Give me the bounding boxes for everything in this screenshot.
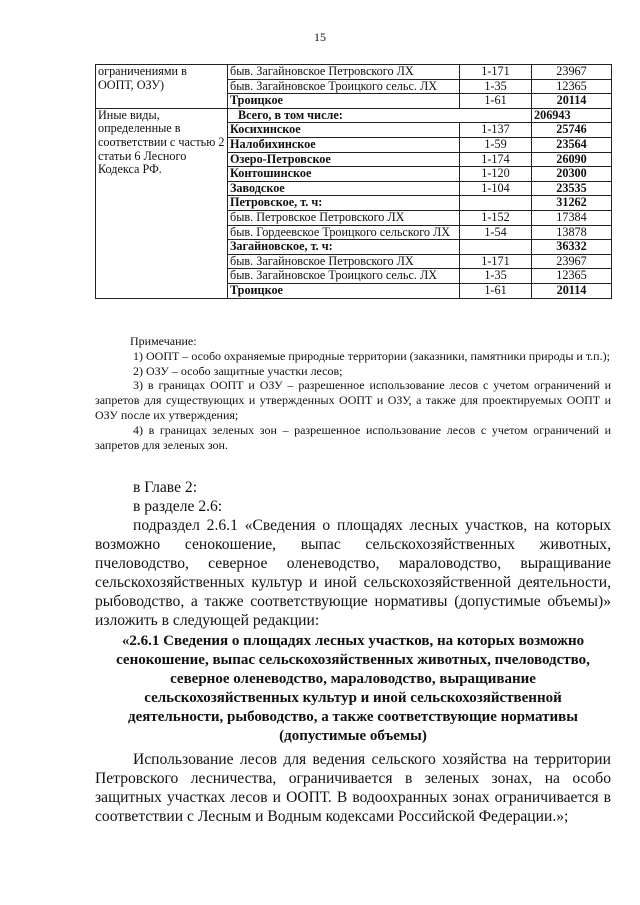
note-item: 3) в границах ООПТ и ОЗУ – разрешенное использование лесов с учетом ограничений и запретов для существующих и утвержденных ООПТ и ОЗУ, а также для проектируемых ООПТ и ОЗУ после их утверждения; (95, 378, 611, 422)
section-line: в разделе 2.6: (133, 498, 223, 515)
forestry-name-cell: быв. Гордеевское Троицкого сельского ЛХ (228, 225, 460, 240)
quarters-cell: 1-59 (460, 137, 532, 152)
area-cell: 13878 (532, 225, 612, 240)
area-cell: 26090 (532, 152, 612, 167)
area-cell: 12365 (532, 79, 612, 94)
quarters-cell: 1-174 (460, 152, 532, 167)
area-cell: 23967 (532, 254, 612, 269)
forestry-name-cell: быв. Загайновское Петровского ЛХ (228, 254, 460, 269)
area-cell: 23564 (532, 137, 612, 152)
forestry-name-cell: Контошинское (228, 167, 460, 182)
forestry-name-cell: Озеро-Петровское (228, 152, 460, 167)
quarters-cell: 1-35 (460, 269, 532, 284)
notes-section (95, 334, 611, 452)
note-item: 1) ООПТ – особо охраняемые природные территории (заказники, памятники природы и т.п.); (133, 348, 610, 363)
page-number: 15 (314, 30, 326, 44)
forestry-name-cell: Налобихинское (228, 137, 460, 152)
quarters-cell: 1-137 (460, 123, 532, 138)
amendment-intro (95, 478, 611, 630)
quarters-cell: 1-104 (460, 181, 532, 196)
quarters-cell: 1-120 (460, 167, 532, 182)
forestry-name-cell: быв. Загайновское Петровского ЛХ (228, 65, 460, 80)
quarters-cell: 1-61 (460, 283, 532, 298)
area-cell: 23967 (532, 65, 612, 80)
subsection-paragraph: подраздел 2.6.1 «Сведения о площадях лесных участков, на которых возможно сенокошение, выпас сельскохозяйственных животных, пчеловодство, северное оленеводство, мараловодство, выращивание сельскохозяйственных культур и иной сельскохозяйственной деятельности, рыбоводство, а также соответствующие нормативы (допустимые объемы)» изложить в следующей редакции: (95, 517, 611, 629)
forestry-name-cell: Троицкое (228, 94, 460, 109)
note-item: 2) ОЗУ – особо защитные участки лесов; (133, 363, 343, 378)
quarters-cell: 1-171 (460, 65, 532, 80)
area-cell: 20300 (532, 167, 612, 182)
final-paragraph-block (95, 750, 611, 826)
final-paragraph: Использование лесов для ведения сельского хозяйства на территории Петровского лесничества, ограничивается в зеленых зонах, на особо защитных участках лесов и ООПТ. В водоохранных зонах ограничивается в соответствии с Лесным и Водным кодексами Российской Федерации.»; (95, 751, 611, 825)
quarters-cell: 1-35 (460, 79, 532, 94)
category-cell: ограничениями в ООПТ, ОЗУ) (96, 65, 228, 109)
table-total-row (96, 108, 612, 123)
area-cell: 36332 (532, 240, 612, 255)
category-cell: Иные виды, определенные в соответствии с частью 2 статьи 6 Лесного Кодекса РФ. (96, 108, 228, 298)
total-value: 206943 (532, 108, 612, 123)
forestry-name-cell: быв. Загайновское Троицкого сельс. ЛХ (228, 269, 460, 284)
total-label: Всего, в том числе: (228, 108, 532, 123)
quarters-cell: 1-171 (460, 254, 532, 269)
forestry-name-cell: Заводское (228, 181, 460, 196)
notes-heading: Примечание: (130, 334, 197, 348)
quarters-cell (460, 240, 532, 255)
forest-area-table (95, 64, 612, 299)
forestry-name-cell: Загайновское, т. ч: (228, 240, 460, 255)
area-cell: 20114 (532, 283, 612, 298)
forestry-name-cell: Петровское, т. ч: (228, 196, 460, 211)
table-row (96, 65, 612, 80)
quarters-cell: 1-61 (460, 94, 532, 109)
forestry-name-cell: Косихинское (228, 123, 460, 138)
area-cell: 12365 (532, 269, 612, 284)
chapter-line: в Главе 2: (133, 479, 198, 496)
forestry-name-cell: быв. Петровское Петровского ЛХ (228, 210, 460, 225)
area-cell: 23535 (532, 181, 612, 196)
quarters-cell: 1-54 (460, 225, 532, 240)
area-cell: 17384 (532, 210, 612, 225)
area-cell: 31262 (532, 196, 612, 211)
quarters-cell: 1-152 (460, 210, 532, 225)
forestry-name-cell: быв. Загайновское Троицкого сельс. ЛХ (228, 79, 460, 94)
area-cell: 25746 (532, 123, 612, 138)
quarters-cell (460, 196, 532, 211)
area-cell: 20114 (532, 94, 612, 109)
section-heading: «2.6.1 Сведения о площадях лесных участков, на которых возможно сенокошение, выпас сельскохозяйственных животных, пчеловодство, северное оленеводство, мараловодство, выращивание сельскохозяйственных культур и иной сельскохозяйственной деятельности, рыбоводство, а также соответствующие нормативы (допустимые объемы) (116, 633, 590, 744)
note-item: 4) в границах зеленых зон – разрешенное использование лесов с учетом ограничений и запретов для зеленых зон. (95, 422, 611, 452)
forestry-name-cell: Троицкое (228, 283, 460, 298)
